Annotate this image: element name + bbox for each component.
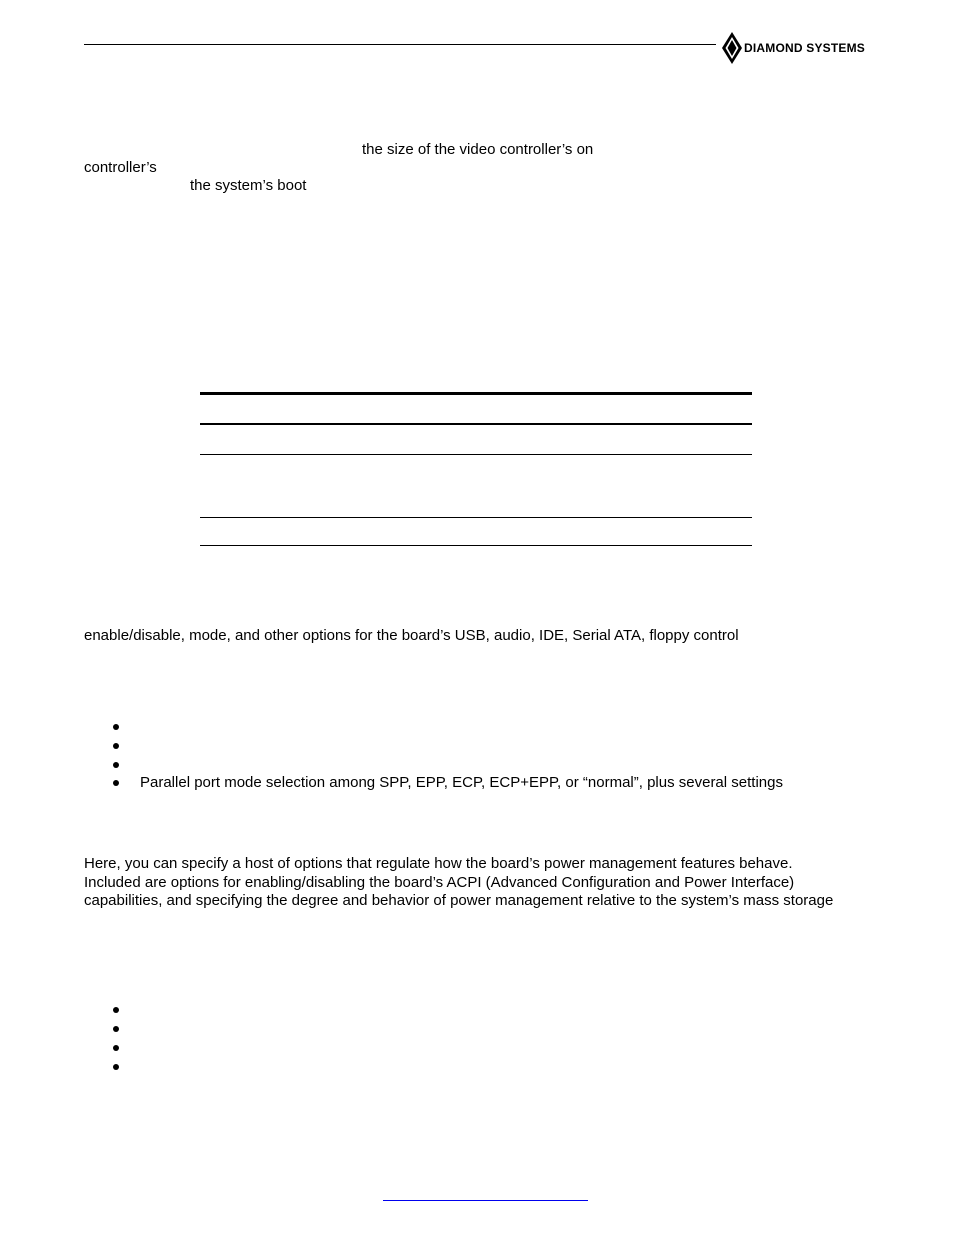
table-header-rule	[200, 423, 752, 425]
power-text-line: capabilities, and specifying the degree and behavior of power management relative to the system’s mass storage	[84, 892, 834, 909]
list-bullet	[113, 780, 119, 786]
list-bullet	[113, 743, 119, 749]
list-bullet	[113, 1007, 119, 1013]
video-text-fragment-2: controller’s	[84, 159, 157, 176]
table-row-divider	[200, 454, 752, 455]
power-text-line: Here, you can specify a host of options that regulate how the board’s power management features behave.	[84, 855, 793, 872]
company-logo	[722, 32, 865, 64]
list-bullet	[113, 1045, 119, 1051]
table-bottom-rule	[200, 545, 752, 546]
list-bullet	[113, 1064, 119, 1070]
video-text-fragment-3: the system’s boot	[190, 177, 307, 194]
footer-link[interactable]	[383, 1200, 588, 1201]
diamond-logo-icon	[722, 32, 742, 64]
list-bullet	[113, 1026, 119, 1032]
peripherals-text: enable/disable, mode, and other options for the board’s USB, audio, IDE, Serial ATA, floppy control	[84, 627, 739, 644]
list-bullet	[113, 724, 119, 730]
power-text-line: Included are options for enabling/disabling the board’s ACPI (Advanced Configuration and Power Interface)	[84, 874, 795, 891]
list-bullet	[113, 762, 119, 768]
video-text-fragment-1: the size of the video controller’s on	[362, 141, 594, 158]
table-top-rule	[200, 392, 752, 395]
logo-text: DIAMOND SYSTEMS	[744, 41, 866, 55]
header-rule	[84, 44, 716, 45]
list-item: Parallel port mode selection among SPP, EPP, ECP, ECP+EPP, or “normal”, plus several settings	[140, 774, 783, 791]
table-row-divider	[200, 517, 752, 518]
